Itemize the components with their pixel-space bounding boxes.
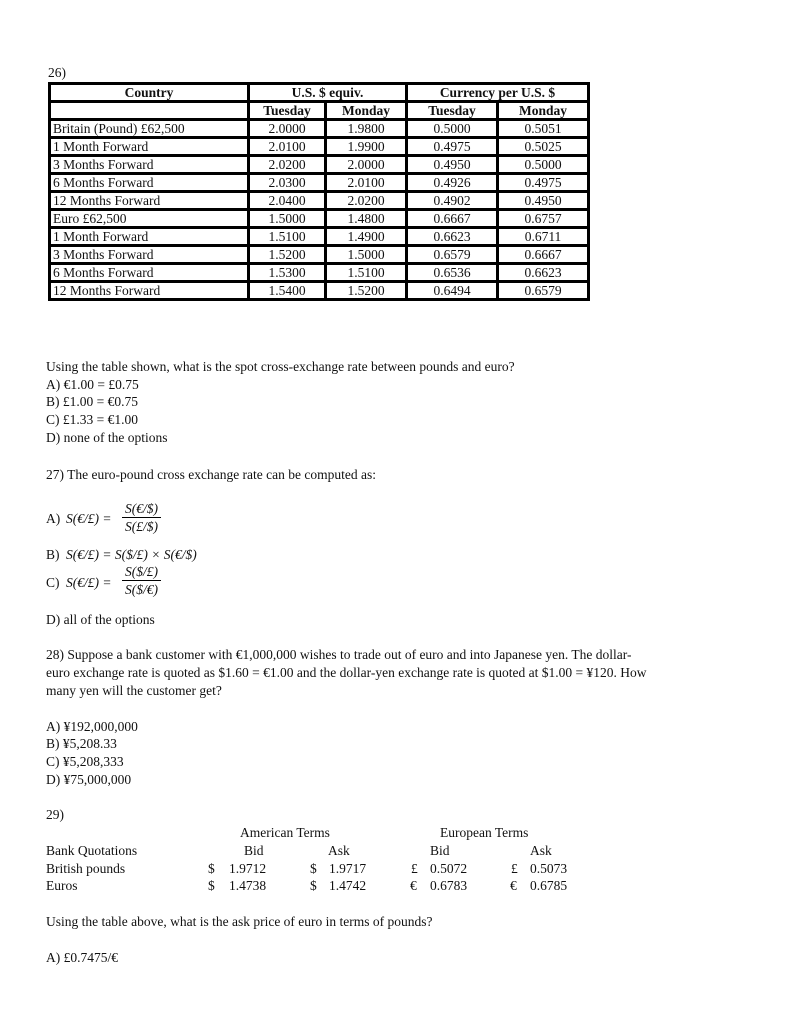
table-row [50, 174, 589, 192]
table-cell-cpu-monday: 0.5000 [498, 156, 589, 174]
question-text-line: euro exchange rate is quoted as $1.60 = €1.00 and the dollar-yen exchange rate is quoted at $1.00 = ¥120. How [46, 665, 647, 680]
header-currency-per-usd: Currency per U.S. $ [407, 84, 589, 102]
answer-option: D) all of the options [46, 612, 155, 627]
table-cell-usd-monday: 1.5000 [326, 246, 407, 264]
header-bid: Bid [430, 843, 450, 858]
table-cell-usd-tuesday: 2.0300 [249, 174, 326, 192]
formula-lhs: S(€/£) = [66, 511, 112, 526]
exchange-rate-table [48, 82, 590, 301]
table-cell-cpu-monday: 0.6667 [498, 246, 589, 264]
currency-symbol: $ [208, 861, 215, 876]
table-cell-cpu-monday: 0.4975 [498, 174, 589, 192]
formula-lhs: S(€/£) = [66, 575, 112, 590]
table-cell-country: 3 Months Forward [50, 156, 249, 174]
option-label: C) [46, 575, 60, 590]
table-cell-country: 6 Months Forward [50, 174, 249, 192]
header-bid: Bid [244, 843, 264, 858]
table-cell-usd-tuesday: 2.0100 [249, 138, 326, 156]
fraction-denominator: S(£/$) [125, 519, 158, 534]
currency-symbol: € [510, 878, 517, 893]
question-number: 26) [48, 65, 66, 80]
quote-value: 1.4738 [229, 878, 267, 893]
table-cell-usd-monday: 2.0200 [326, 192, 407, 210]
table-cell-usd-monday: 1.5100 [326, 264, 407, 282]
quote-value: 0.5072 [430, 861, 468, 876]
table-cell-usd-tuesday: 1.5200 [249, 246, 326, 264]
header-blank [50, 102, 249, 120]
quote-value: 0.6783 [430, 878, 468, 893]
table-cell-country: 6 Months Forward [50, 264, 249, 282]
table-cell-country: 1 Month Forward [50, 138, 249, 156]
table-cell-cpu-monday: 0.5051 [498, 120, 589, 138]
fraction-numerator: S(€/$) [122, 500, 161, 518]
answer-option: D) none of the options [46, 430, 168, 445]
table-row [50, 246, 589, 264]
question-text: Using the table above, what is the ask price of euro in terms of pounds? [46, 914, 433, 929]
table-row [50, 228, 589, 246]
header-bank-quotations: Bank Quotations [46, 843, 138, 858]
table-cell-usd-tuesday: 1.5100 [249, 228, 326, 246]
table-cell-usd-monday: 1.9900 [326, 138, 407, 156]
table-cell-cpu-monday: 0.6623 [498, 264, 589, 282]
table-cell-usd-tuesday: 2.0000 [249, 120, 326, 138]
table-cell-cpu-monday: 0.4950 [498, 192, 589, 210]
header-usd-equiv: U.S. $ equiv. [249, 84, 407, 102]
table-cell-country: Euro £62,500 [50, 210, 249, 228]
fraction-denominator: S($/€) [125, 582, 158, 597]
table-row [50, 210, 589, 228]
quote-row-name: Euros [46, 878, 78, 893]
table-cell-country: Britain (Pound) £62,500 [50, 120, 249, 138]
quote-value: 1.9712 [229, 861, 267, 876]
fraction-numerator: S($/£) [122, 563, 161, 581]
header-american-terms: American Terms [240, 825, 330, 840]
currency-symbol: £ [511, 861, 518, 876]
table-cell-cpu-monday: 0.6711 [498, 228, 589, 246]
table-cell-cpu-tuesday: 0.5000 [407, 120, 498, 138]
table-cell-cpu-tuesday: 0.4926 [407, 174, 498, 192]
question-number: 29) [46, 807, 64, 822]
table-cell-cpu-tuesday: 0.6667 [407, 210, 498, 228]
header-country: Country [50, 84, 249, 102]
answer-option: A) £0.7475/€ [46, 950, 118, 965]
table-row [50, 192, 589, 210]
table-cell-cpu-tuesday: 0.6536 [407, 264, 498, 282]
answer-option: A) €1.00 = £0.75 [46, 377, 139, 392]
table-cell-country: 3 Months Forward [50, 246, 249, 264]
table-cell-country: 12 Months Forward [50, 192, 249, 210]
quote-value: 0.6785 [530, 878, 568, 893]
table-cell-usd-tuesday: 1.5000 [249, 210, 326, 228]
currency-symbol: $ [310, 861, 317, 876]
formula-fraction [122, 563, 161, 598]
question-text: 27) The euro-pound cross exchange rate can be computed as: [46, 467, 376, 482]
quote-value: 1.4742 [329, 878, 367, 893]
currency-symbol: £ [411, 861, 418, 876]
table-cell-cpu-tuesday: 0.6579 [407, 246, 498, 264]
table-cell-usd-monday: 1.5200 [326, 282, 407, 300]
table-cell-country: 1 Month Forward [50, 228, 249, 246]
question-text-line: many yen will the customer get? [46, 683, 222, 698]
table-cell-country: 12 Months Forward [50, 282, 249, 300]
table-cell-cpu-tuesday: 0.6623 [407, 228, 498, 246]
table-cell-usd-tuesday: 2.0400 [249, 192, 326, 210]
table-cell-usd-monday: 1.4900 [326, 228, 407, 246]
header-day: Tuesday [249, 102, 326, 120]
table-cell-cpu-monday: 0.5025 [498, 138, 589, 156]
answer-option: B) ¥5,208.33 [46, 736, 117, 751]
answer-option: C) £1.33 = €1.00 [46, 412, 138, 427]
table-header-row [50, 84, 589, 102]
table-row [50, 138, 589, 156]
header-ask: Ask [328, 843, 350, 858]
question-text: Using the table shown, what is the spot cross-exchange rate between pounds and euro? [46, 359, 515, 374]
header-day: Tuesday [407, 102, 498, 120]
header-day: Monday [498, 102, 589, 120]
table-row [50, 156, 589, 174]
table-cell-usd-monday: 1.9800 [326, 120, 407, 138]
table-cell-cpu-tuesday: 0.4975 [407, 138, 498, 156]
option-label: B) [46, 547, 60, 562]
table-row [50, 264, 589, 282]
currency-symbol: $ [310, 878, 317, 893]
table-cell-usd-tuesday: 1.5300 [249, 264, 326, 282]
answer-option: B) £1.00 = €0.75 [46, 394, 138, 409]
quote-row-name: British pounds [46, 861, 126, 876]
table-cell-usd-monday: 2.0100 [326, 174, 407, 192]
table-cell-cpu-monday: 0.6757 [498, 210, 589, 228]
table-cell-usd-monday: 2.0000 [326, 156, 407, 174]
table-cell-usd-monday: 1.4800 [326, 210, 407, 228]
formula-fraction [122, 500, 161, 535]
table-cell-usd-tuesday: 2.0200 [249, 156, 326, 174]
option-label: A) [46, 511, 61, 526]
header-day: Monday [326, 102, 407, 120]
question-text-line: 28) Suppose a bank customer with €1,000,000 wishes to trade out of euro and into Japanese yen. The dollar- [46, 647, 632, 662]
table-cell-cpu-tuesday: 0.4902 [407, 192, 498, 210]
table-row [50, 120, 589, 138]
table-cell-cpu-tuesday: 0.6494 [407, 282, 498, 300]
answer-option: D) ¥75,000,000 [46, 772, 132, 787]
table-row [50, 282, 589, 300]
currency-symbol: $ [208, 878, 215, 893]
quote-value: 1.9717 [329, 861, 367, 876]
header-european-terms: European Terms [440, 825, 529, 840]
answer-option: C) ¥5,208,333 [46, 754, 124, 769]
table-cell-usd-tuesday: 1.5400 [249, 282, 326, 300]
answer-option: A) ¥192,000,000 [46, 719, 138, 734]
table-cell-cpu-monday: 0.6579 [498, 282, 589, 300]
quote-value: 0.5073 [530, 861, 568, 876]
currency-symbol: € [410, 878, 417, 893]
table-subheader-row [50, 102, 589, 120]
table-cell-cpu-tuesday: 0.4950 [407, 156, 498, 174]
formula-expression: S(€/£) = S($/£) × S(€/$) [66, 547, 197, 562]
header-ask: Ask [530, 843, 552, 858]
